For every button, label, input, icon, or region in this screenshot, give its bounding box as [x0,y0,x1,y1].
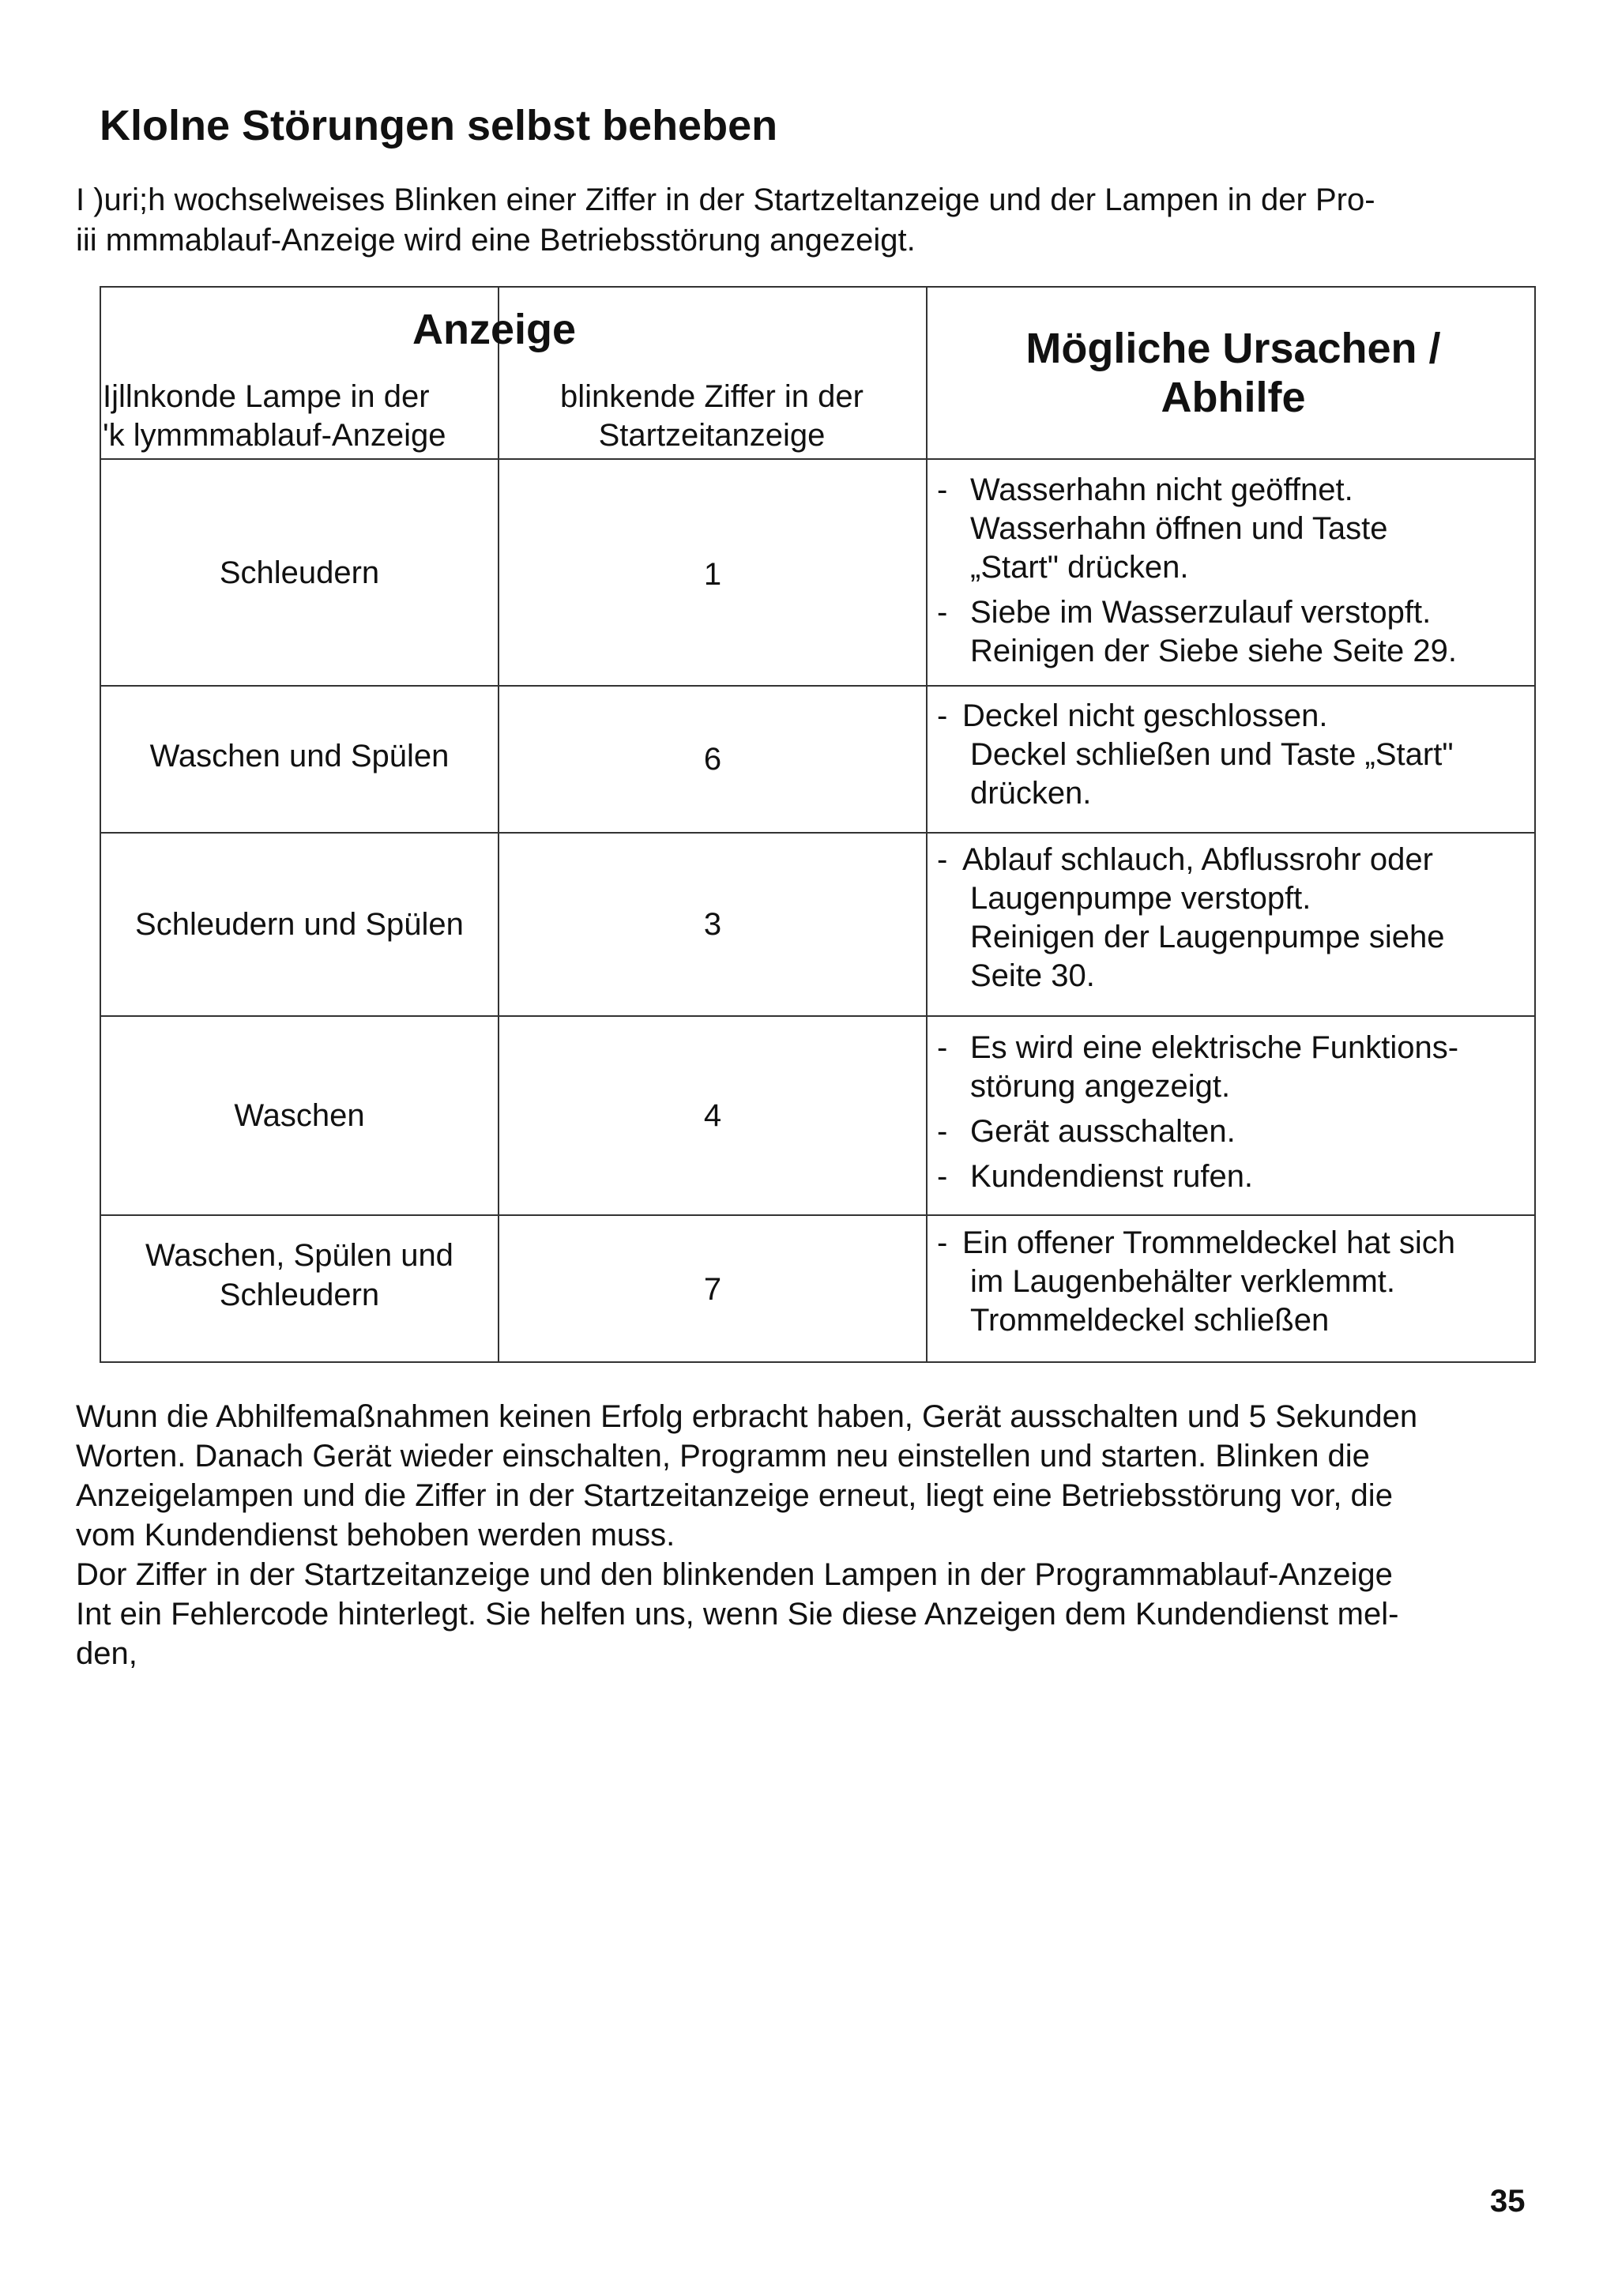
outro-paragraph [76,1397,1545,1673]
remedy-cell [937,1029,1458,1196]
header-digit-column [499,378,924,455]
header-lamp-column [103,378,498,455]
intro-paragraph [76,180,1375,261]
remedy-item: - Gerät ausschalten. [937,1114,1236,1149]
lamp-cell: Waschen, Spülen und Schleudern [145,1238,453,1312]
page-number: 35 [1490,2184,1526,2219]
error-table [100,286,1536,1363]
header-ursachen-line: Abhilfe [1161,374,1306,421]
remedy-item: - Wasserhahn nicht geöffnet. Wasserhahn öffnen und Taste „Start" drücken. [937,472,1388,585]
outro-line: vom Kundendienst behoben werden muss. [76,1518,675,1553]
header-digit-line: Startzeitanzeige [598,418,826,453]
intro-line: I )uri;h wochselweises Blinken einer Ziffer in der Startzeltanzeige und der Lampen in der Pro- [76,183,1375,217]
lamp-cell: Waschen [234,1098,365,1133]
lamp-cell: Waschen und Spülen [149,739,450,773]
remedy-item: - Es wird eine elektrische Funktions- störung angezeigt. [937,1030,1459,1104]
header-digit-line: blinkende Ziffer in der [560,379,864,414]
header-anzeige: Anzeige [412,306,577,353]
outro-line: Wunn die Abhilfemaßnahmen keinen Erfolg erbracht haben, Gerät ausschalten und 5 Sekunden [76,1399,1418,1434]
remedy-item: - Ablauf schlauch, Abflussrohr oder Laugenpumpe verstopft. Reinigen der Laugenpumpe siehe Seite 30. [937,842,1445,993]
outro-line: Int ein Fehlercode hinterlegt. Sie helfen uns, wenn Sie diese Anzeigen dem Kundendienst mel- [76,1597,1399,1632]
remedy-cell [937,471,1457,671]
digit-cell: 4 [703,1098,722,1133]
remedy-item: - Kundendienst rufen. [937,1159,1254,1194]
remedy-item: - Deckel nicht geschlossen. Deckel schließen und Taste „Start" drücken. [937,698,1454,811]
digit-cell: 7 [703,1272,722,1307]
outro-line: Worten. Danach Gerät wieder einschalten, Programm neu einstellen und starten. Blinken die [76,1439,1370,1474]
remedy-cell [937,841,1444,996]
column-divider [926,288,928,1361]
outro-line: Dor Ziffer in der Startzeitanzeige und den blinkenden Lampen in der Programmablauf-Anzeige [76,1557,1393,1592]
remedy-item: - Siebe im Wasserzulauf verstopft. Reinigen der Siebe siehe Seite 29. [937,595,1457,668]
digit-cell: 1 [703,556,722,592]
lamp-cell: Schleudern [219,555,380,590]
intro-line: iii mmmablauf-Anzeige wird eine Betriebsstörung angezeigt. [76,223,916,258]
remedy-cell [937,697,1454,813]
outro-line: den, [76,1636,137,1671]
lamp-cell: Schleudern und Spülen [135,907,464,942]
digit-cell: 6 [703,742,722,777]
header-lamp-line: 'k lymmmablauf-Anzeige [103,418,446,453]
digit-cell: 3 [703,907,722,942]
header-lamp-line: Ijllnkonde Lampe in der [103,379,430,414]
header-ursachen [929,324,1537,422]
header-ursachen-line: Mögliche Ursachen / [1025,325,1441,372]
remedy-cell [937,1224,1455,1340]
page-title: Klolne Störungen selbst beheben [100,102,778,149]
outro-line: Anzeigelampen und die Ziffer in der Startzeitanzeige erneut, liegt eine Betriebsstörung vor, die [76,1478,1393,1513]
remedy-item: - Ein offener Trommeldeckel hat sich im Laugenbehälter verklemmt. Trommeldeckel schließen [937,1225,1456,1338]
